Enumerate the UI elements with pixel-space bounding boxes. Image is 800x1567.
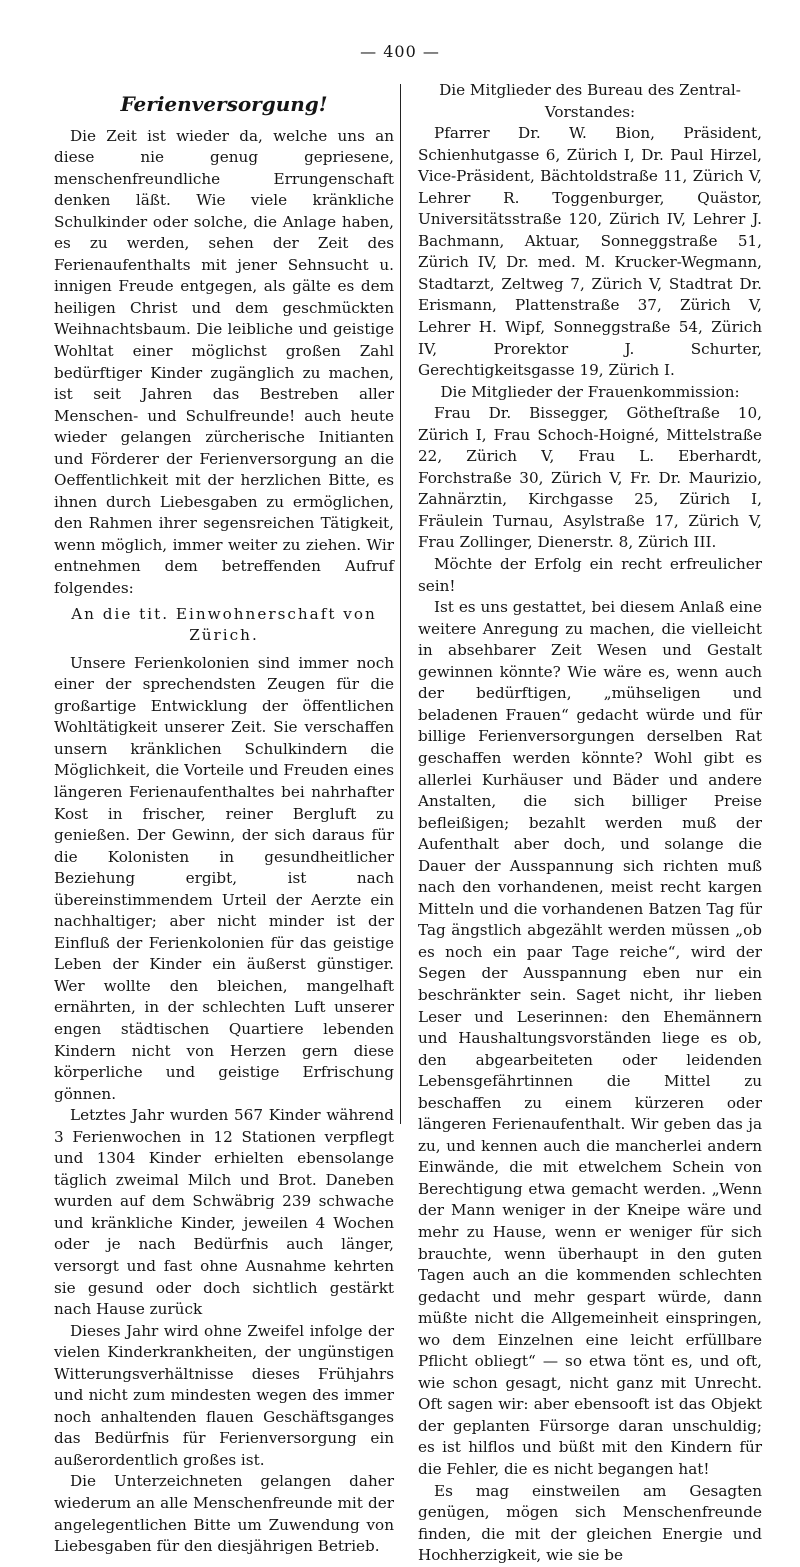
- bureau-heading: Die Mitglieder des Bureau des Zentral-Vorstandes:: [439, 81, 741, 121]
- page-number: — 400 —: [360, 42, 440, 61]
- article-title: Ferienversorgung!: [120, 92, 328, 116]
- suggestion-paragraph: Ist es uns gestattet, bei diesem Anlaß eine weitere Anregung zu machen, die vielleicht in absehbarer Zeit Wesen und Gestalt gewinnen könnte? Wie wäre es, wenn auch der bedürftigen, „mühseligen und beladenen Frauen“ gedacht würde und für billige Ferienversorgungen derselben Rat geschaffen werden könnte? Wohl gibt es allerlei Kurhäuser und Bäder und andere Anstalten, die sich billiger Preise befleißigen; bezahlt werden muß der Aufenthalt aber doch, und solange die Dauer der Ausspannung sich richten muß nach den vorhandenen, meist recht kargen Mitteln und die vorhandenen Batzen Tag für Tag ängstlich abgezählt werden müssen „ob es noch ein paar Tage reiche“, wird der Segen der Ausspannung eben nur ein beschränkter sein. Saget nicht, ihr lieben Leser und Leserinnen: den Ehemännern und Haushaltungsvorständen liege es ob, den abgearbeiteten oder leidenden Lebensgefährtinnen die Mittel zu beschaffen zu einem kürzeren oder längeren Ferienaufenthalt. Wir geben das ja zu, und kennen auch die mancherlei andern Einwände, die mit etwelchem Schein von Berechtigung etwa gemacht werden. „Wenn der Mann weniger in der Kneipe wäre und mehr zu Hause, wenn er weniger für sich brauchte, wenn überhaupt in den guten Tagen auch an die kommenden schlechten gedacht und mehr gespart würde, dann müßte nicht die Allgemeinheit einspringen, wo dem Einzelnen eine leicht erfüllbare Pflicht obliegt“ — so etwa tönt es, und oft, wie schon gesagt, nicht ganz mit Unrecht. Oft sagen wir: aber ebensooft ist das Objekt der geplanten Fürsorge daran unschuldig; es ist hilflos und büßt mit den Kindern für die Fehler, die es nicht begangen hat!: [418, 598, 762, 1478]
- appeal-paragraph-1: Unsere Ferienkolonien sind immer noch einer der sprechendsten Zeugen für die großartige Entwicklung der öffentlichen Wohltätigkeit unserer Zeit. Sie verschaffen unsern kränklichen Schulkindern die Möglichkeit, die Vorteile und Freuden eines längeren Ferienaufenthaltes bei nahrhafter Kost in frischer, reiner Bergluft zu genießen. Der Gewinn, der sich daraus für die Kolonisten in gesundheitlicher Beziehung ergibt, ist nach übereinstimmendem Urteil der Aerzte ein nachhaltiger; aber nicht minder ist der Einfluß der Ferienkolonien für das geistige Leben der Kinder ein äußerst günstiger. Wer wollte den bleichen, mangelhaft ernährten, in der schlechten Luft unserer engen städtischen Quartiere lebenden Kindern nicht von Herzen gern diese körperliche und geistige Erfrischung gönnen.: [54, 653, 394, 1103]
- closing-paragraph: Es mag einstweilen am Gesagten genügen, mögen sich Menschenfreunde finden, die mit der gleichen Energie und Hochherzigkeit, wie sie be: [418, 1481, 762, 1565]
- women-commission-heading: Die Mitglieder der Frauenkommission:: [440, 382, 740, 401]
- right-column: [418, 80, 762, 1567]
- appeal-paragraph-2: Letztes Jahr wurden 567 Kinder während 3 Ferienwochen in 12 Stationen verpflegt und 1304 Kinder erhielten ebensolange täglich zweimal Milch und Brot. Daneben wurden auf dem Schwäbrig 239 schwache und kränkliche Kinder, jeweilen 4 Wochen oder je nach Bedürfnis auch länger, versorgt und fast ohne Ausnahme kehrten sie gesund oder doch sichtlich gestärkt nach Hause zurück: [54, 1106, 394, 1319]
- appeal-heading: An die tit. Einwohnerschaft von Zürich.: [71, 604, 377, 645]
- appeal-paragraph-3: Dieses Jahr wird ohne Zweifel infolge der vielen Kinderkrankheiten, der ungünstigen Witterungsverhältnisse dieses Frühjahrs und nicht zum mindesten wegen des immer noch anhaltenden flauen Geschäftsganges das Bedürfnis für Ferienversorgung ein außerordentlich großes ist.: [54, 1321, 394, 1469]
- bureau-members: Pfarrer Dr. W. Bion, Präsident, Schienhutgasse 6, Zürich I, Dr. Paul Hirzel, Vice-Präsident, Bächtoldstraße 11, Zürich V, Lehrer R. Toggenburger, Quästor, Universitätsstraße 120, Zürich IV, Lehrer J. Bachmann, Aktuar, Sonneggstraße 51, Zürich IV, Dr. med. M. Krucker-Wegmann, Stadtarzt, Zeltweg 7, Zürich V, Stadtrat Dr. Erismann, Plattenstraße 37, Zürich V, Lehrer H. Wipf, Sonneggstraße 54, Zürich IV, Prorektor J. Schurter, Gerechtigkeitsgasse 19, Zürich I.: [418, 124, 762, 380]
- women-commission-members: Frau Dr. Bissegger, Götheſtraße 10, Zürich I, Frau Schoch-Hoigné, Mittelstraße 22, Zürich V, Frau L. Eberhardt, Forchstraße 30, Zürich V, Fr. Dr. Maurizio, Zahnärztin, Kirchgasse 25, Zürich I, Fräulein Turnau, Asylstraße 17, Zürich V, Frau Zollinger, Dienerstr. 8, Zürich III.: [418, 404, 762, 552]
- column-divider: [400, 84, 401, 1124]
- appeal-paragraph-4: Die Unterzeichneten gelangen daher wiederum an alle Menschenfreunde mit der angelegentlichen Bitte um Zuwendung von Liebesgaben für den diesjährigen Betrieb.: [54, 1472, 394, 1556]
- left-column: [54, 80, 394, 1558]
- intro-paragraph: Die Zeit ist wieder da, welche uns an diese nie genug gepriesene, menschenfreundliche Errungenschaft denken läßt. Wie viele kränkliche Schulkinder oder solche, die Anlage haben, es zu werden, sehen der Zeit des Ferienaufenthalts mit jener Sehnsucht u. innigen Freude entgegen, als gälte es dem heiligen Christ und dem geschmückten Weihnachtsbaum. Die leibliche und geistige Wohltat einer möglichst großen Zahl bedürftiger Kinder zugänglich zu machen, ist seit Jahren das Bestreben aller Menschen- und Schulfreunde! auch heute wieder gelangen zürcherische Initianten und Förderer der Ferienversorgung an die Oeffentlichkeit mit der herzlichen Bitte, es ihnen durch Liebesgaben zu ermöglichen, den Rahmen ihrer segensreichen Tätigkeit, wenn möglich, immer weiter zu ziehen. Wir entnehmen dem betreffenden Aufruf folgendes:: [54, 126, 394, 598]
- success-wish: Möchte der Erfolg ein recht erfreulicher sein!: [418, 555, 762, 595]
